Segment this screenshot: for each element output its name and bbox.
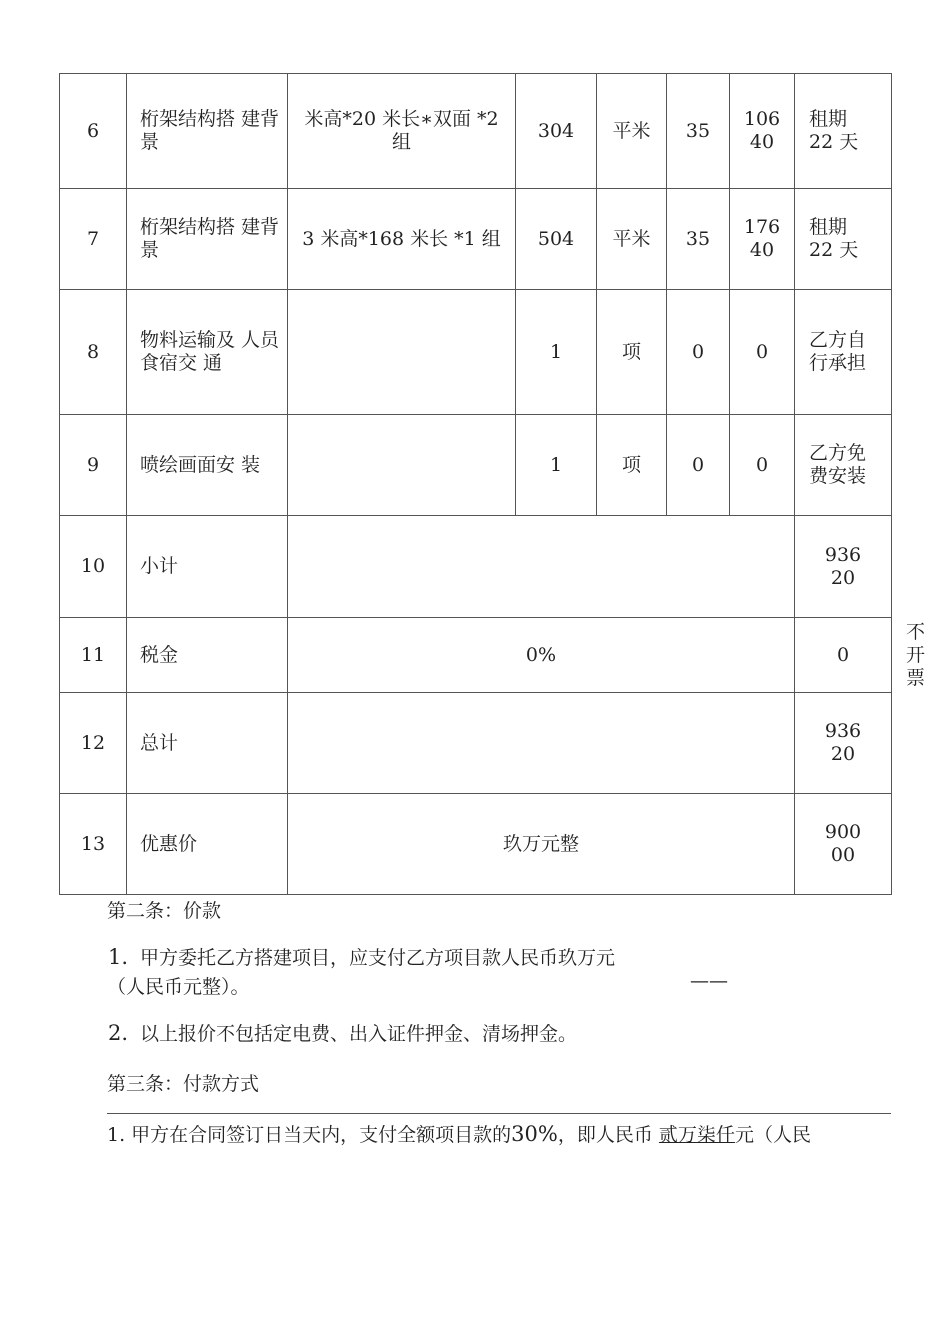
summary-merged-cell — [288, 693, 795, 794]
item-amount: 176 40 — [730, 189, 795, 290]
article-3-item-1: 1. 甲方在合同签订日当天内，支付全额项目款的30%，即人民币 贰万柒仟元（人民 — [107, 1122, 811, 1146]
row-number: 10 — [60, 516, 127, 618]
quotation-table — [59, 73, 926, 895]
table-row — [60, 290, 892, 415]
amount-underlined: 贰万柒仟 — [658, 1124, 735, 1146]
summary-amount: 0 — [795, 618, 892, 693]
summary-row-tax: 11 税金 0% 0 不开票 — [60, 618, 892, 693]
item-unit-price: 0 — [667, 415, 730, 516]
item-quantity: 504 — [516, 189, 597, 290]
item-unit: 项 — [597, 415, 667, 516]
item-spec — [288, 290, 516, 415]
row-number: 12 — [60, 693, 127, 794]
article-3-title: 第三条：付款方式 — [107, 1073, 260, 1095]
table-row — [60, 415, 892, 516]
item-spec: 米高*20 米长∗双面 *2 组 — [288, 74, 516, 189]
item-unit-price: 35 — [667, 74, 730, 189]
article-2-title: 第二条：价款 — [107, 900, 222, 922]
summary-amount: 900 00 — [795, 794, 892, 895]
summary-amount: 936 20 — [795, 516, 892, 618]
item-unit: 项 — [597, 290, 667, 415]
item-note: 乙方免 费安装 — [795, 415, 892, 516]
item-amount: 106 40 — [730, 74, 795, 189]
article-2-item-1-line-2: （人民币元整）。 — [107, 976, 250, 998]
item-name: 桁架结构搭 建背景 — [127, 74, 288, 189]
summary-label: 总计 — [127, 693, 288, 794]
summary-row-discount — [60, 794, 892, 895]
table-row — [60, 74, 892, 189]
discount-amount-words: 玖万元整 — [288, 794, 795, 895]
table-row — [60, 189, 892, 290]
summary-label: 优惠价 — [127, 794, 288, 895]
summary-amount: 936 20 — [795, 693, 892, 794]
summary-row-total — [60, 693, 892, 794]
row-number: 7 — [60, 189, 127, 290]
summary-label: 小计 — [127, 516, 288, 618]
item-unit-price: 35 — [667, 189, 730, 290]
row-number: 8 — [60, 290, 127, 415]
item-unit: 平米 — [597, 189, 667, 290]
item-unit: 平米 — [597, 74, 667, 189]
divider-line — [107, 1113, 891, 1114]
item-amount: 0 — [730, 290, 795, 415]
article-2-item-1: 1. 甲方委托乙方搭建项目，应支付乙方项目款人民币玖万元 — [108, 945, 616, 969]
item-amount: 0 — [730, 415, 795, 516]
article-2-item-1-dash: —— — [690, 970, 728, 992]
row-number: 6 — [60, 74, 127, 189]
row-number: 11 — [60, 618, 127, 693]
item-name: 桁架结构搭 建背景 — [127, 189, 288, 290]
item-note: 租期 22 天 — [795, 189, 892, 290]
summary-label: 税金 — [127, 618, 288, 693]
item-name: 物料运输及 人员食宿交 通 — [127, 290, 288, 415]
item-note: 租期 22 天 — [795, 74, 892, 189]
item-unit-price: 0 — [667, 290, 730, 415]
item-quantity: 304 — [516, 74, 597, 189]
article-2-item-2: 2. 以上报价不包括定电费、出入证件押金、清场押金。 — [108, 1021, 578, 1045]
item-quantity: 1 — [516, 415, 597, 516]
item-spec: 3 米高*168 米长 *1 组 — [288, 189, 516, 290]
item-name: 喷绘画面安 装 — [127, 415, 288, 516]
item-quantity: 1 — [516, 290, 597, 415]
item-note: 乙方自 行承担 — [795, 290, 892, 415]
summary-merged-cell — [288, 516, 795, 618]
row-number: 9 — [60, 415, 127, 516]
tax-rate: 0% — [288, 618, 795, 693]
summary-row-subtotal — [60, 516, 892, 618]
row-number: 13 — [60, 794, 127, 895]
item-spec — [288, 415, 516, 516]
